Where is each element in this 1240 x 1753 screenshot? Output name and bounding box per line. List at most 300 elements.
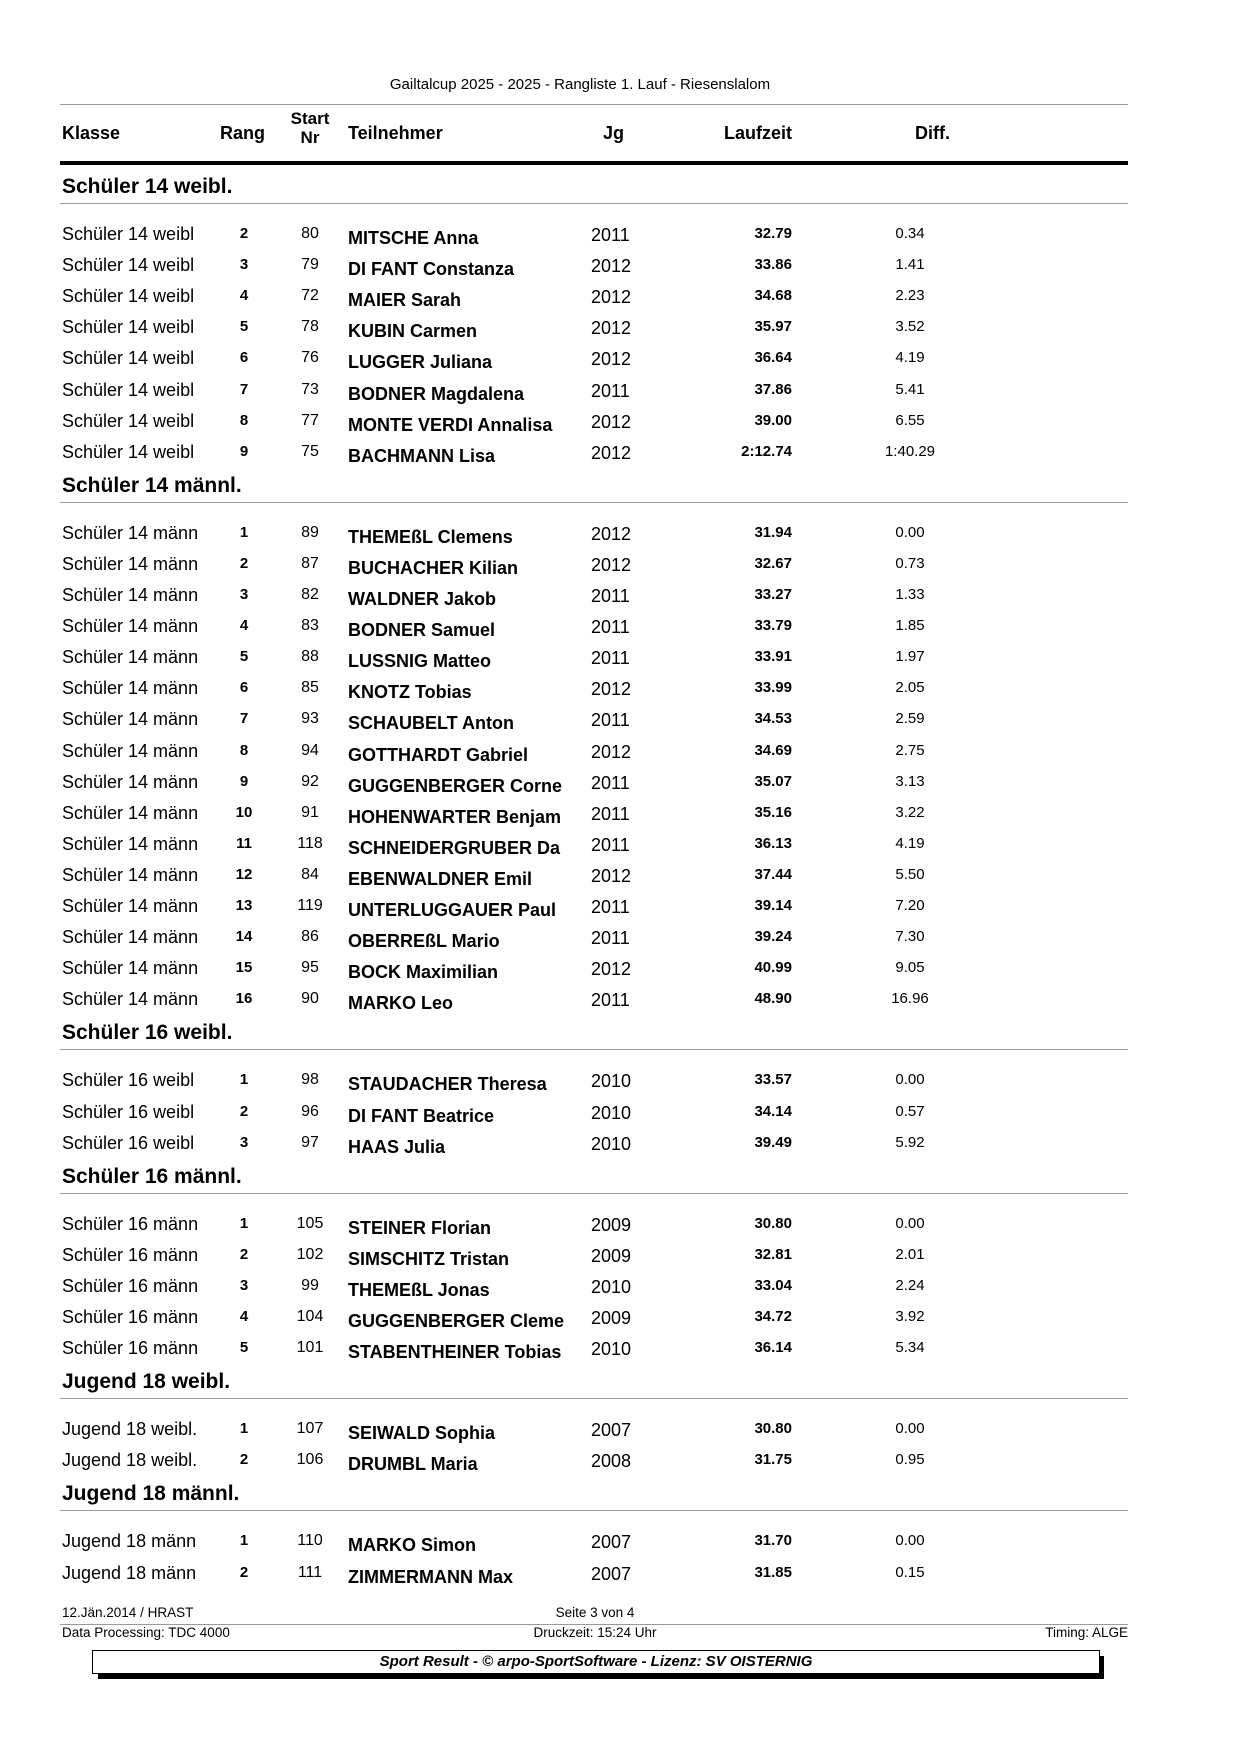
row-klasse: Schüler 14 weibl <box>62 224 195 244</box>
header-start-line2: Nr <box>300 128 320 147</box>
row-klasse: Schüler 14 weibl <box>62 348 195 369</box>
row-participant-name: STAUDACHER Theresa <box>348 1074 547 1095</box>
row-start-nr: 91 <box>301 803 319 821</box>
row-klasse: Schüler 14 weibl <box>62 317 195 338</box>
row-year: 2009 <box>591 1214 632 1235</box>
table-row <box>0 1562 1240 1590</box>
row-klasse: Schüler 14 männ <box>62 802 199 823</box>
document-title: Gailtalcup 2025 - 2025 - Rangliste 1. Lauf - Riesenslalom <box>389 76 771 93</box>
row-run-time: 48.90 <box>754 990 792 1008</box>
row-klasse: Schüler 14 männ <box>62 709 199 730</box>
row-start-nr: 90 <box>301 990 319 1008</box>
row-run-time: 2:12.74 <box>741 442 792 460</box>
table-row <box>0 285 1240 313</box>
table-row <box>0 740 1240 768</box>
row-year: 2012 <box>591 442 632 463</box>
license-banner: Sport Result - © arpo-SportSoftware - Lizenz: SV OISTERNIG <box>92 1650 1100 1674</box>
table-row <box>0 522 1240 550</box>
row-run-time: 36.13 <box>754 834 792 852</box>
row-diff: 3.92 <box>895 1308 925 1325</box>
row-start-nr: 79 <box>301 256 319 274</box>
row-start-nr: 101 <box>296 1339 324 1357</box>
row-diff: 2.23 <box>895 287 925 305</box>
row-klasse: Schüler 14 weibl <box>62 410 195 431</box>
row-klasse: Jugend 18 weibl. <box>62 1450 198 1471</box>
row-rang: 3 <box>239 586 249 603</box>
section-title: Schüler 14 weibl. <box>62 175 233 198</box>
footer-date-place: 12.Jän.2014 / HRAST <box>62 1605 194 1620</box>
row-participant-name: MITSCHE Anna <box>348 228 479 248</box>
row-diff: 0.00 <box>895 1214 925 1232</box>
row-start-nr: 87 <box>301 554 319 572</box>
row-participant-name: DI FANT Beatrice <box>348 1105 495 1126</box>
table-row <box>0 833 1240 861</box>
row-year: 2012 <box>591 554 632 575</box>
row-diff: 0.00 <box>895 1071 925 1089</box>
row-diff: 3.52 <box>895 318 925 336</box>
row-rang: 1 <box>239 523 249 541</box>
row-run-time: 31.94 <box>754 523 792 541</box>
row-run-time: 35.07 <box>754 772 792 790</box>
row-rang: 9 <box>239 442 249 460</box>
row-participant-name: THEMEßL Clemens <box>348 526 513 547</box>
row-run-time: 30.80 <box>754 1214 792 1232</box>
row-participant-name: BODNER Magdalena <box>348 383 525 404</box>
table-row <box>0 410 1240 438</box>
row-run-time: 37.44 <box>754 865 792 883</box>
row-rang: 4 <box>239 287 249 305</box>
footer-data-processing: Data Processing: TDC 4000 <box>62 1625 230 1640</box>
row-diff: 1:40.29 <box>884 442 936 460</box>
row-klasse: Schüler 14 männ <box>62 927 199 948</box>
row-participant-name: MAIER Sarah <box>348 290 462 311</box>
row-rang: 13 <box>235 897 253 914</box>
row-diff: 0.95 <box>895 1451 925 1469</box>
row-run-time: 33.99 <box>754 679 792 697</box>
row-run-time: 39.14 <box>754 897 792 914</box>
row-diff: 9.05 <box>895 959 925 977</box>
row-participant-name: SCHAUBELT Anton <box>348 713 514 734</box>
row-klasse: Jugend 18 männ <box>62 1531 197 1552</box>
row-start-nr: 73 <box>301 380 319 398</box>
section-divider <box>60 1398 1128 1399</box>
row-year: 2011 <box>591 648 630 669</box>
table-row <box>0 1213 1240 1241</box>
row-start-nr: 97 <box>301 1133 319 1151</box>
row-run-time: 33.79 <box>754 617 792 635</box>
row-participant-name: GUGGENBERGER Corne <box>348 775 563 796</box>
row-rang: 2 <box>239 1245 249 1263</box>
row-klasse: Jugend 18 weibl. <box>62 1419 198 1440</box>
row-start-nr: 107 <box>296 1420 324 1438</box>
row-start-nr: 76 <box>301 349 319 367</box>
row-participant-name: MONTE VERDI Annalisa <box>348 414 553 435</box>
row-rang: 4 <box>239 1308 249 1325</box>
row-run-time: 36.64 <box>754 349 792 367</box>
row-year: 2011 <box>591 834 630 855</box>
row-year: 2012 <box>591 411 632 432</box>
row-year: 2010 <box>591 1339 632 1360</box>
row-klasse: Schüler 14 männ <box>62 740 199 761</box>
row-year: 2008 <box>591 1451 632 1472</box>
row-diff: 5.92 <box>895 1133 925 1151</box>
row-rang: 2 <box>239 1102 249 1120</box>
row-participant-name: STEINER Florian <box>348 1217 492 1238</box>
row-participant-name: GUGGENBERGER Cleme <box>348 1311 565 1331</box>
row-participant-name: BACHMANN Lisa <box>348 445 496 466</box>
row-diff: 0.15 <box>895 1563 925 1581</box>
row-diff: 0.73 <box>895 554 925 572</box>
row-year: 2011 <box>591 225 630 245</box>
footer-page: Seite 3 von 4 <box>555 1605 635 1620</box>
row-diff: 1.97 <box>895 648 925 666</box>
section-divider <box>60 203 1128 204</box>
table-row <box>0 957 1240 985</box>
row-klasse: Schüler 14 männ <box>62 896 199 916</box>
row-rang: 10 <box>235 803 253 821</box>
row-start-nr: 93 <box>301 710 319 728</box>
row-rang: 2 <box>239 1563 249 1581</box>
row-year: 2012 <box>591 523 632 544</box>
row-start-nr: 111 <box>297 1563 323 1581</box>
row-rang: 9 <box>239 772 249 790</box>
footer-timing: Timing: ALGE <box>1045 1625 1128 1640</box>
table-row <box>0 802 1240 830</box>
row-run-time: 32.81 <box>754 1245 792 1263</box>
row-start-nr: 94 <box>301 741 319 759</box>
row-diff: 2.05 <box>895 679 925 697</box>
header-diff: Diff. <box>915 123 950 143</box>
row-diff: 0.00 <box>895 1420 925 1438</box>
row-year: 2012 <box>591 741 632 762</box>
table-row <box>0 1275 1240 1303</box>
row-run-time: 34.53 <box>754 710 792 728</box>
row-diff: 0.00 <box>895 1532 925 1550</box>
section-divider <box>60 502 1128 503</box>
footer-print-time: Druckzeit: 15:24 Uhr <box>533 1625 657 1640</box>
table-row <box>0 441 1240 469</box>
section-title: Schüler 16 männl. <box>62 1164 242 1188</box>
section-divider <box>60 1193 1128 1194</box>
row-year: 2007 <box>591 1563 632 1584</box>
row-klasse: Schüler 16 männ <box>62 1338 199 1359</box>
row-rang: 3 <box>239 256 249 274</box>
row-run-time: 39.24 <box>754 928 792 946</box>
row-start-nr: 102 <box>296 1245 324 1263</box>
row-klasse: Schüler 14 weibl <box>62 441 195 462</box>
row-run-time: 35.97 <box>754 318 792 336</box>
row-participant-name: KNOTZ Tobias <box>348 682 472 703</box>
table-row <box>0 553 1240 581</box>
table-row <box>0 1069 1240 1097</box>
table-row <box>0 864 1240 892</box>
row-rang: 15 <box>235 959 253 977</box>
header-laufzeit: Laufzeit <box>724 123 793 143</box>
row-start-nr: 99 <box>301 1276 319 1294</box>
row-year: 2007 <box>591 1420 632 1441</box>
row-start-nr: 82 <box>301 586 319 603</box>
table-row <box>0 1337 1240 1365</box>
section-title: Jugend 18 weibl. <box>62 1370 231 1394</box>
row-run-time: 36.14 <box>754 1339 792 1357</box>
header-klasse: Klasse <box>62 123 121 143</box>
row-run-time: 33.04 <box>754 1276 792 1294</box>
row-start-nr: 95 <box>301 959 319 977</box>
row-participant-name: KUBIN Carmen <box>348 321 478 342</box>
row-participant-name: MARKO Simon <box>348 1535 476 1556</box>
row-rang: 5 <box>239 1339 249 1357</box>
row-start-nr: 89 <box>301 523 319 541</box>
row-year: 2011 <box>591 928 630 949</box>
row-klasse: Schüler 14 männ <box>62 958 199 979</box>
table-row <box>0 926 1240 954</box>
row-participant-name: DRUMBL Maria <box>348 1454 478 1475</box>
row-participant-name: MARKO Leo <box>348 993 453 1014</box>
row-start-nr: 119 <box>297 897 323 914</box>
table-row <box>0 771 1240 799</box>
row-run-time: 34.69 <box>754 741 792 759</box>
row-diff: 2.01 <box>895 1245 925 1263</box>
row-year: 2010 <box>591 1071 632 1092</box>
row-rang: 4 <box>239 617 249 635</box>
table-row <box>0 1101 1240 1129</box>
row-start-nr: 72 <box>301 287 319 305</box>
table-row <box>0 584 1240 612</box>
row-start-nr: 96 <box>301 1102 319 1120</box>
section-title: Jugend 18 männl. <box>62 1482 240 1506</box>
row-rang: 2 <box>239 554 249 572</box>
row-klasse: Schüler 16 männ <box>62 1307 199 1327</box>
row-start-nr: 98 <box>301 1071 319 1089</box>
row-start-nr: 78 <box>301 318 319 336</box>
section-title: Schüler 14 männl. <box>62 473 242 497</box>
row-rang: 3 <box>239 1276 249 1294</box>
table-row <box>0 1530 1240 1558</box>
row-participant-name: EBENWALDNER Emil <box>348 868 533 889</box>
row-klasse: Jugend 18 männ <box>62 1562 197 1583</box>
table-row <box>0 1244 1240 1272</box>
row-rang: 2 <box>239 225 249 242</box>
header-jg: Jg <box>603 123 625 143</box>
row-year: 2011 <box>591 803 630 824</box>
header-start-line1: Start <box>290 109 330 128</box>
table-row <box>0 646 1240 674</box>
row-year: 2011 <box>591 897 630 917</box>
table-row <box>0 347 1240 375</box>
row-klasse: Schüler 14 männ <box>62 522 199 543</box>
row-diff: 0.00 <box>895 523 925 541</box>
row-diff: 0.57 <box>895 1102 925 1120</box>
row-year: 2010 <box>591 1133 632 1154</box>
row-year: 2012 <box>591 318 632 339</box>
row-participant-name: LUGGER Juliana <box>348 352 493 373</box>
header-rang: Rang <box>220 123 265 143</box>
row-year: 2009 <box>591 1245 632 1266</box>
row-run-time: 32.79 <box>754 225 792 242</box>
row-participant-name: UNTERLUGGAUER Paul <box>348 900 557 920</box>
row-diff: 16.96 <box>891 990 929 1008</box>
row-start-nr: 88 <box>301 648 319 666</box>
row-participant-name: SIMSCHITZ Tristan <box>348 1248 510 1269</box>
row-diff: 1.33 <box>895 586 925 603</box>
row-year: 2012 <box>591 959 632 980</box>
row-diff: 7.20 <box>895 897 925 914</box>
row-klasse: Schüler 16 männ <box>62 1244 199 1265</box>
table-row <box>0 988 1240 1016</box>
row-rang: 1 <box>239 1071 249 1089</box>
row-klasse: Schüler 16 männ <box>62 1213 199 1234</box>
row-diff: 6.55 <box>895 411 925 429</box>
row-rang: 11 <box>236 834 252 852</box>
row-klasse: Schüler 14 weibl <box>62 255 195 276</box>
row-start-nr: 105 <box>296 1214 324 1232</box>
table-row <box>0 615 1240 643</box>
row-participant-name: ZIMMERMANN Max <box>348 1566 513 1587</box>
row-participant-name: OBERREßL Mario <box>348 931 500 952</box>
section-divider <box>60 1049 1128 1050</box>
row-run-time: 39.00 <box>754 411 792 429</box>
row-rang: 2 <box>239 1451 249 1469</box>
row-klasse: Schüler 16 weibl <box>62 1070 195 1091</box>
row-participant-name: GOTTHARDT Gabriel <box>348 744 529 765</box>
row-year: 2011 <box>591 772 630 793</box>
row-run-time: 33.27 <box>754 586 792 603</box>
row-year: 2012 <box>591 256 632 277</box>
row-start-nr: 80 <box>301 225 319 242</box>
row-diff: 5.50 <box>895 865 925 883</box>
row-start-nr: 104 <box>296 1308 324 1325</box>
row-rang: 5 <box>239 318 249 336</box>
row-start-nr: 84 <box>301 865 319 883</box>
row-year: 2010 <box>591 1276 632 1297</box>
row-rang: 5 <box>239 648 249 666</box>
row-run-time: 32.67 <box>754 554 792 572</box>
row-run-time: 34.72 <box>754 1308 792 1325</box>
row-participant-name: THEMEßL Jonas <box>348 1279 490 1300</box>
row-participant-name: SCHNEIDERGRUBER Da <box>348 837 561 858</box>
row-diff: 7.30 <box>895 928 925 946</box>
section-divider <box>60 1510 1128 1511</box>
row-klasse: Schüler 14 männ <box>62 553 199 574</box>
row-start-nr: 86 <box>301 928 319 946</box>
row-run-time: 33.91 <box>754 648 792 666</box>
row-diff: 5.41 <box>895 380 925 398</box>
row-diff: 1.41 <box>895 256 925 274</box>
row-klasse: Schüler 14 männ <box>62 678 199 699</box>
row-year: 2011 <box>591 710 630 731</box>
table-row <box>0 379 1240 407</box>
row-run-time: 35.16 <box>754 803 792 821</box>
table-row <box>0 1418 1240 1446</box>
row-diff: 2.75 <box>895 741 925 759</box>
row-year: 2007 <box>591 1532 632 1553</box>
row-participant-name: BODNER Samuel <box>348 620 496 641</box>
row-participant-name: STABENTHEINER Tobias <box>348 1342 562 1363</box>
row-diff: 5.34 <box>895 1339 925 1357</box>
row-year: 2012 <box>591 865 632 886</box>
row-participant-name: HAAS Julia <box>348 1136 446 1157</box>
section-title: Schüler 16 weibl. <box>62 1021 233 1045</box>
table-row <box>0 316 1240 344</box>
row-run-time: 37.86 <box>754 380 792 398</box>
table-row <box>0 677 1240 705</box>
row-run-time: 33.86 <box>754 256 792 274</box>
row-diff: 3.22 <box>895 803 925 821</box>
row-klasse: Schüler 14 männ <box>62 864 199 885</box>
row-rang: 1 <box>239 1532 249 1550</box>
row-klasse: Schüler 16 weibl <box>62 1101 195 1122</box>
row-start-nr: 85 <box>301 679 319 697</box>
row-klasse: Schüler 14 männ <box>62 771 199 792</box>
row-rang: 1 <box>239 1214 249 1232</box>
row-run-time: 31.75 <box>754 1451 792 1469</box>
row-participant-name: WALDNER Jakob <box>348 589 497 609</box>
row-rang: 14 <box>235 928 253 946</box>
row-run-time: 34.68 <box>754 287 792 305</box>
row-diff: 2.24 <box>895 1276 925 1294</box>
row-year: 2011 <box>591 380 630 401</box>
table-row <box>0 1132 1240 1160</box>
row-participant-name: LUSSNIG Matteo <box>348 651 492 672</box>
row-klasse: Schüler 14 männ <box>62 833 199 854</box>
table-row <box>0 1306 1240 1334</box>
row-year: 2012 <box>591 287 632 308</box>
row-rang: 8 <box>239 741 249 759</box>
row-diff: 1.85 <box>895 617 925 635</box>
row-year: 2009 <box>591 1308 632 1328</box>
row-start-nr: 118 <box>297 834 323 852</box>
row-participant-name: HOHENWARTER Benjam <box>348 806 562 827</box>
row-participant-name: DI FANT Constanza <box>348 259 515 280</box>
row-rang: 16 <box>235 990 253 1008</box>
row-run-time: 30.80 <box>754 1420 792 1438</box>
row-run-time: 39.49 <box>754 1133 792 1151</box>
row-start-nr: 83 <box>301 617 319 635</box>
row-run-time: 31.70 <box>754 1532 792 1550</box>
row-year: 2010 <box>591 1102 632 1123</box>
row-diff: 4.19 <box>895 349 925 367</box>
row-klasse: Schüler 14 männ <box>62 647 199 668</box>
row-diff: 2.59 <box>895 710 925 728</box>
row-run-time: 31.85 <box>754 1563 792 1581</box>
row-start-nr: 77 <box>301 411 319 429</box>
row-rang: 6 <box>239 679 249 697</box>
row-klasse: Schüler 14 weibl <box>62 286 195 307</box>
row-year: 2011 <box>591 990 630 1011</box>
row-run-time: 40.99 <box>754 959 792 977</box>
row-participant-name: BUCHACHER Kilian <box>348 557 519 578</box>
table-row <box>0 708 1240 736</box>
table-row <box>0 895 1240 923</box>
row-year: 2011 <box>591 586 630 606</box>
row-rang: 1 <box>239 1420 249 1438</box>
row-start-nr: 110 <box>297 1532 323 1550</box>
table-row <box>0 254 1240 282</box>
row-start-nr: 92 <box>301 772 319 790</box>
row-run-time: 34.14 <box>754 1102 792 1120</box>
row-rang: 12 <box>235 865 253 883</box>
row-start-nr: 75 <box>301 442 319 460</box>
row-klasse: Schüler 14 weibl <box>62 379 195 400</box>
row-rang: 3 <box>239 1133 249 1151</box>
row-diff: 4.19 <box>895 834 925 852</box>
row-year: 2012 <box>591 349 632 370</box>
row-run-time: 33.57 <box>754 1071 792 1089</box>
table-row <box>0 1449 1240 1477</box>
row-klasse: Schüler 16 weibl <box>62 1132 195 1153</box>
table-row <box>0 223 1240 251</box>
row-rang: 7 <box>239 710 249 728</box>
